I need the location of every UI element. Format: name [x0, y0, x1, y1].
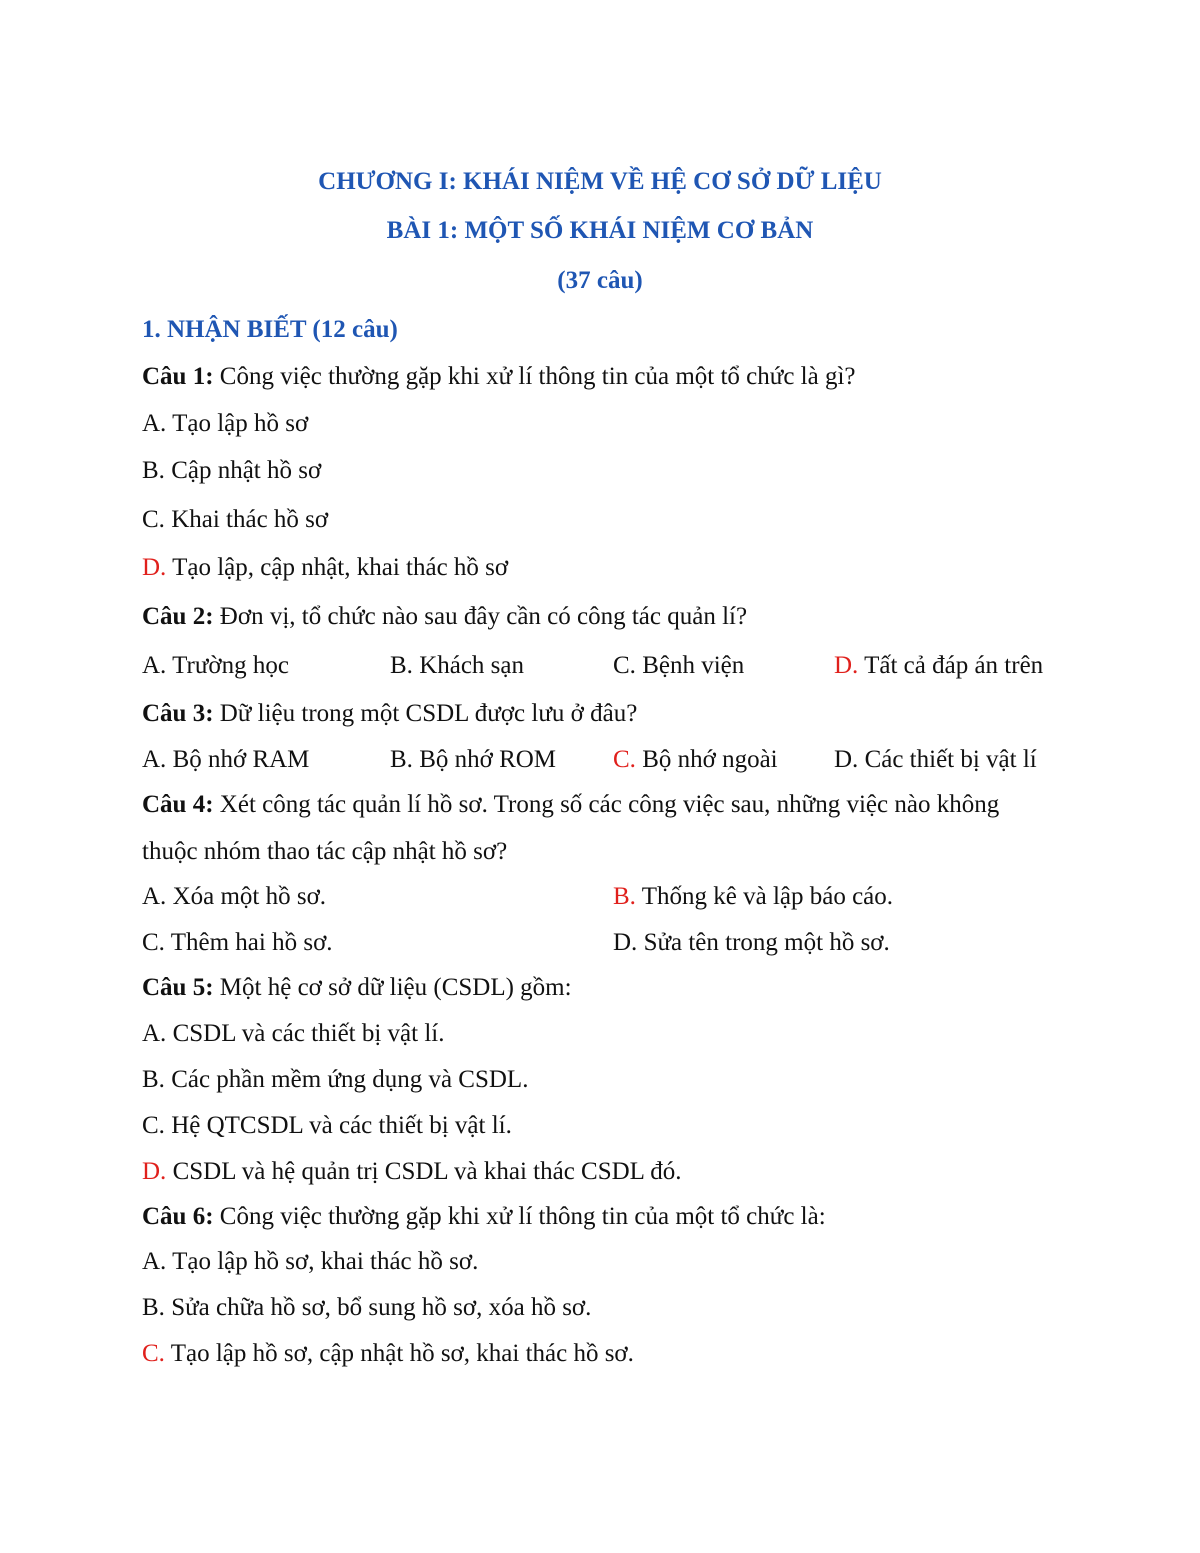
- chapter-title: CHƯƠNG I: KHÁI NIỆM VỀ HỆ CƠ SỞ DỮ LIỆU: [318, 168, 882, 195]
- question-text: Công việc thường gặp khi xử lí thông tin của một tổ chức là gì?: [213, 363, 856, 390]
- option-correct: [142, 1157, 682, 1187]
- option-text: Các phần mềm ứng dụng và CSDL.: [164, 1066, 529, 1093]
- option-letter: D.: [834, 746, 859, 773]
- option-text: Bộ nhớ ngoài: [635, 746, 778, 773]
- option-correct: [613, 882, 893, 912]
- option: [142, 651, 289, 681]
- option-text: Thống kê và lập báo cáo.: [635, 883, 894, 910]
- option: [142, 1019, 445, 1049]
- option-text: CSDL và hệ quản trị CSDL và khai thác CSDL đó.: [166, 1158, 682, 1185]
- question-text: Dữ liệu trong một CSDL được lưu ở đâu?: [213, 700, 638, 727]
- option-letter: B.: [142, 457, 165, 484]
- option-text: Trường học: [166, 652, 289, 679]
- option-letter: C.: [613, 652, 636, 679]
- option-correct: [834, 651, 1043, 681]
- option-letter: B.: [142, 1066, 165, 1093]
- option: [142, 928, 333, 958]
- question-4: [142, 790, 999, 820]
- option: [142, 882, 326, 912]
- option-text: Bệnh viện: [635, 652, 745, 679]
- option-text: Tạo lập hồ sơ, khai thác hồ sơ.: [166, 1248, 479, 1275]
- option-text: Khách sạn: [412, 652, 525, 679]
- option-letter: A.: [142, 410, 167, 437]
- option-letter: D.: [613, 929, 638, 956]
- question-1: [142, 362, 856, 392]
- option-text: Hệ QTCSDL và các thiết bị vật lí.: [164, 1112, 512, 1139]
- answer-letter: C.: [142, 1340, 165, 1367]
- question-6: [142, 1202, 826, 1232]
- option-text: Cập nhật hồ sơ: [164, 457, 322, 484]
- question-label: Câu 2:: [142, 603, 214, 630]
- option: [142, 1111, 512, 1141]
- question-3: [142, 699, 637, 729]
- answer-letter: D.: [142, 554, 167, 581]
- option: [142, 745, 309, 775]
- question-label: Câu 3:: [142, 700, 214, 727]
- answer-letter: D.: [834, 652, 859, 679]
- lesson-title: BÀI 1: MỘT SỐ KHÁI NIỆM CƠ BẢN: [386, 217, 814, 244]
- question-count: (37 câu): [557, 267, 643, 294]
- section-heading: 1. NHẬN BIẾT (12 câu): [142, 316, 398, 343]
- option-letter: C.: [142, 929, 165, 956]
- option-letter: A.: [142, 652, 167, 679]
- question-text: Đơn vị, tổ chức nào sau đây cần có công tác quản lí?: [213, 603, 748, 630]
- option: [142, 1065, 528, 1095]
- option-text: Sửa chữa hồ sơ, bổ sung hồ sơ, xóa hồ sơ.: [164, 1294, 592, 1321]
- option: [834, 745, 1037, 775]
- option: [613, 928, 890, 958]
- option-letter: B.: [390, 652, 413, 679]
- option: [142, 456, 321, 486]
- option: [390, 745, 556, 775]
- option-text: Tạo lập hồ sơ: [166, 410, 309, 437]
- option-letter: A.: [142, 746, 167, 773]
- question-label: Câu 6:: [142, 1203, 214, 1230]
- option-text: Bộ nhớ RAM: [166, 746, 310, 773]
- option-text: Tạo lập, cập nhật, khai thác hồ sơ: [166, 554, 509, 581]
- option-text: Các thiết bị vật lí: [858, 746, 1037, 773]
- question-text: Công việc thường gặp khi xử lí thông tin của một tổ chức là:: [213, 1203, 826, 1230]
- option-correct: [142, 1339, 634, 1369]
- option-letter: C.: [142, 1112, 165, 1139]
- option-text: CSDL và các thiết bị vật lí.: [166, 1020, 445, 1047]
- option: [142, 409, 308, 439]
- question-label: Câu 1:: [142, 363, 214, 390]
- option-correct: [142, 553, 508, 583]
- question-5: [142, 973, 572, 1003]
- option: [390, 651, 524, 681]
- option: [613, 651, 744, 681]
- option-letter: A.: [142, 883, 167, 910]
- answer-letter: D.: [142, 1158, 167, 1185]
- option-text: Khai thác hồ sơ: [164, 506, 329, 533]
- option-text: Tất cả đáp án trên: [858, 652, 1044, 679]
- option: [142, 505, 328, 535]
- option: [142, 1247, 478, 1277]
- option-correct: [613, 745, 778, 775]
- option-text: Sửa tên trong một hồ sơ.: [637, 929, 890, 956]
- question-text: Xét công tác quản lí hồ sơ. Trong số các công việc sau, những việc nào không: [213, 791, 1000, 818]
- option-text: Tạo lập hồ sơ, cập nhật hồ sơ, khai thác hồ sơ.: [164, 1340, 634, 1367]
- option-text: Bộ nhớ ROM: [412, 746, 557, 773]
- answer-letter: B.: [613, 883, 636, 910]
- option: [142, 1293, 591, 1323]
- option-text: Xóa một hồ sơ.: [166, 883, 327, 910]
- question-label: Câu 5:: [142, 974, 214, 1001]
- answer-letter: C.: [613, 746, 636, 773]
- option-letter: B.: [142, 1294, 165, 1321]
- question-4-continued: thuộc nhóm thao tác cập nhật hồ sơ?: [142, 838, 508, 865]
- question-label: Câu 4:: [142, 791, 214, 818]
- option-text: Thêm hai hồ sơ.: [164, 929, 333, 956]
- option-letter: A.: [142, 1020, 167, 1047]
- option-letter: A.: [142, 1248, 167, 1275]
- question-2: [142, 602, 747, 632]
- option-letter: B.: [390, 746, 413, 773]
- option-letter: C.: [142, 506, 165, 533]
- question-text: Một hệ cơ sở dữ liệu (CSDL) gồm:: [213, 974, 572, 1001]
